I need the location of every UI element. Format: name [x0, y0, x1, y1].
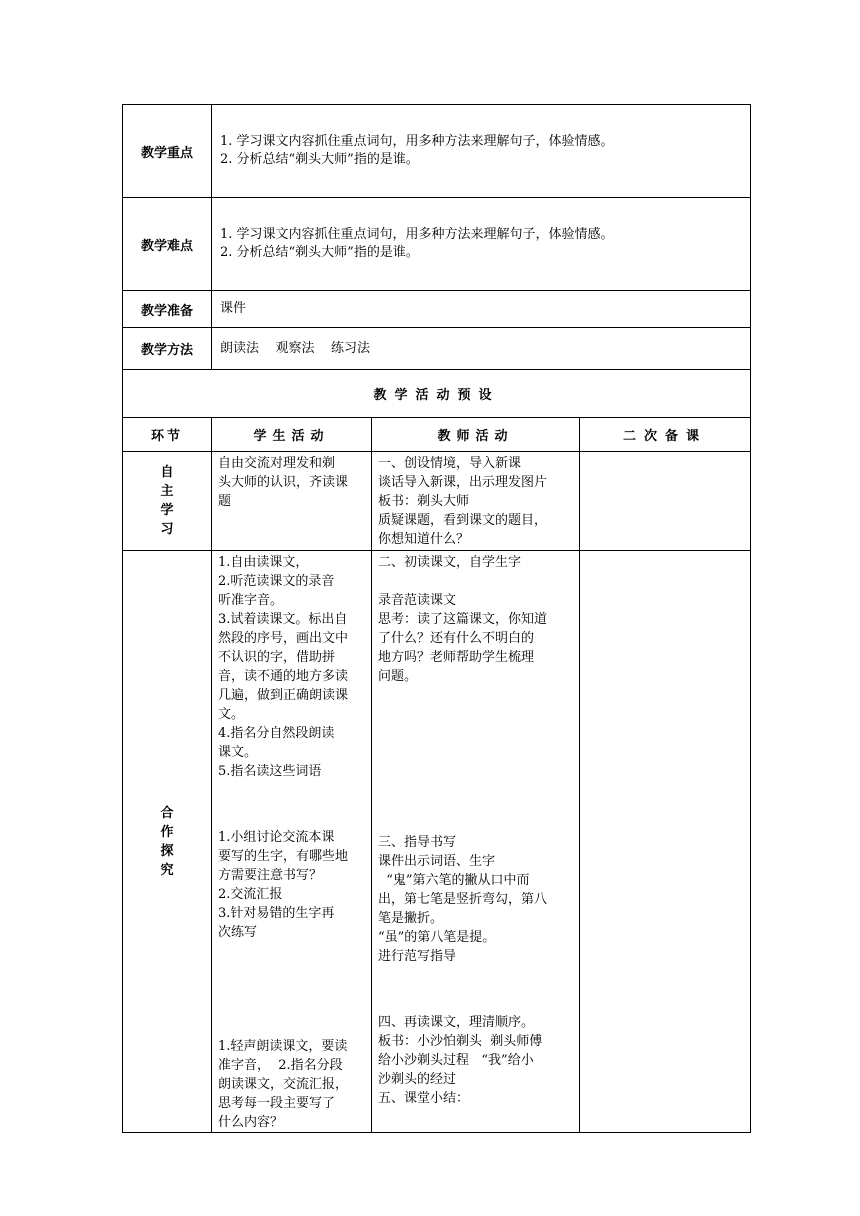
student-line: 4.指名分自然段朗读 [218, 726, 335, 741]
cooperative-student [212, 551, 372, 1133]
spacer [218, 942, 365, 1037]
self-study-teacher-line: 质疑课题，看到课文的题目， [378, 513, 548, 528]
student-line: 然段的序号，画出文中 [218, 631, 349, 646]
header-stage: 环节 [123, 418, 212, 452]
student-line: 文。 [218, 707, 245, 722]
teacher-line: 了什么？还有什么不明白的 [378, 631, 535, 646]
cooperative-char-2: 作 [160, 824, 174, 840]
key-points-label: 教学重点 [123, 105, 212, 198]
spacer [378, 966, 573, 1013]
self-study-teacher-line: 一、创设情境，导入新课 [378, 456, 522, 471]
student-line: 3.试着读课文。标出自 [218, 612, 348, 627]
lesson-plan-table [122, 104, 751, 1133]
student-line: 思考每一段主要写了 [218, 1096, 336, 1111]
student-line: 几遍，做到正确朗读课 [218, 688, 349, 703]
key-points-content [212, 105, 751, 198]
section-title: 教学活动预设 [123, 370, 751, 418]
self-study-student-line: 自由交流对理发和剃 [218, 456, 336, 471]
self-study-student-line: 题 [218, 494, 232, 509]
teacher-line: 沙剃头的经过 [378, 1072, 457, 1087]
student-line: 3.针对易错的生字再 [218, 906, 335, 921]
teacher-line: 出，第七笔是竖折弯勾，第八 [378, 892, 548, 907]
header-student: 学生活动 [212, 418, 372, 452]
teacher-line: 三、指导书写 [378, 835, 457, 850]
preparation-label: 教学准备 [123, 291, 212, 328]
student-line: 准字音， 2.指名分段 [218, 1058, 343, 1073]
student-line: 要写的生字，有哪些地 [218, 849, 349, 864]
student-line: 1.轻声朗读课文，要读 [218, 1039, 348, 1054]
teacher-line: 二、初读课文，自学生字 [378, 555, 522, 570]
student-line: 音，读不通的地方多读 [218, 669, 349, 684]
preparation-value: 课件 [212, 291, 751, 328]
teacher-line: “虽”的第八笔是提。 [378, 930, 496, 945]
self-study-teacher [372, 452, 580, 551]
self-study-teacher-line: 谈话导入新课，出示理发图片 [378, 475, 548, 490]
teacher-line: 问题。 [378, 669, 418, 684]
student-line: 朗读课文，交流汇报， [218, 1077, 349, 1092]
self-study-char-3: 学 [160, 503, 174, 518]
cooperative-char-1: 合 [160, 805, 174, 821]
student-line: 1.自由读课文， [218, 555, 309, 570]
row-headers [123, 418, 751, 452]
difficulty-1: 1. 学习课文内容抓住重点词句，用多种方法来理解句子，体验情感。 [220, 227, 614, 242]
cooperative-char-3: 探 [160, 843, 174, 859]
difficulties-content [212, 198, 751, 291]
teacher-line: 笔是撇折。 [378, 911, 444, 926]
self-study-char-1: 自 [160, 465, 174, 480]
row-key-points [123, 105, 751, 198]
cooperative-label [123, 551, 212, 1133]
difficulties-label: 教学难点 [123, 198, 212, 291]
row-section-title [123, 370, 751, 418]
methods-label: 教学方法 [123, 328, 212, 370]
student-line: 次练写 [218, 925, 258, 940]
student-line: 听准字音。 [218, 593, 284, 608]
row-difficulties [123, 198, 751, 291]
self-study-teacher-line: 板书：剃头大师 [378, 494, 470, 509]
self-study-student [212, 452, 372, 551]
spacer [378, 572, 573, 591]
cooperative-char-4: 究 [160, 862, 174, 878]
self-study-student-line: 头大师的认识，齐读课 [218, 475, 349, 490]
header-second-prep: 二次备课 [580, 418, 751, 452]
student-line: 方需要注意书写？ [218, 868, 323, 883]
teacher-line: 给小沙剃头过程 “我”给小 [378, 1053, 534, 1068]
student-line: 2.交流汇报 [218, 887, 283, 902]
cooperative-teacher [372, 551, 580, 1133]
row-methods [123, 328, 751, 370]
methods-value: 朗读法 观察法 练习法 [212, 328, 751, 370]
teacher-line: “鬼”第六笔的撇从口中而 [378, 873, 530, 888]
header-teacher: 教师活动 [372, 418, 580, 452]
difficulty-2: 2. 分析总结“剃头大师”指的是谁。 [220, 245, 419, 260]
self-study-teacher-line: 你想知道什么？ [378, 532, 470, 547]
self-study-label [123, 452, 212, 551]
row-cooperative [123, 551, 751, 1133]
cooperative-second-prep [580, 551, 751, 1133]
key-point-1: 1. 学习课文内容抓住重点词句，用多种方法来理解句子，体验情感。 [220, 134, 614, 149]
student-line: 2.听范读课文的录音 [218, 574, 335, 589]
row-self-study [123, 452, 751, 551]
row-preparation [123, 291, 751, 328]
student-line: 5.指名读这些词语 [218, 764, 322, 779]
teacher-line: 地方吗？老师帮助学生梳理 [378, 650, 535, 665]
self-study-second-prep [580, 452, 751, 551]
teacher-line: 录音范读课文 [378, 593, 457, 608]
student-line: 什么内容？ [218, 1115, 284, 1130]
teacher-line: 板书：小沙怕剃头 剃头师傅 [378, 1034, 543, 1049]
student-line: 课文。 [218, 745, 258, 760]
student-line: 不认识的字，借助拼 [218, 650, 336, 665]
teacher-line: 四、再读课文，理清顺序。 [378, 1015, 535, 1030]
teacher-line: 思考：读了这篇课文，你知道 [378, 612, 548, 627]
key-point-2: 2. 分析总结“剃头大师”指的是谁。 [220, 152, 419, 167]
self-study-char-4: 习 [160, 522, 174, 537]
spacer [378, 686, 573, 833]
student-line: 1.小组讨论交流本课 [218, 830, 335, 845]
spacer [218, 781, 365, 828]
teacher-line: 进行范写指导 [378, 949, 457, 964]
self-study-char-2: 主 [160, 484, 174, 499]
teacher-line: 课件出示词语、生字 [378, 854, 496, 869]
teacher-line: 五、课堂小结： [378, 1091, 470, 1106]
